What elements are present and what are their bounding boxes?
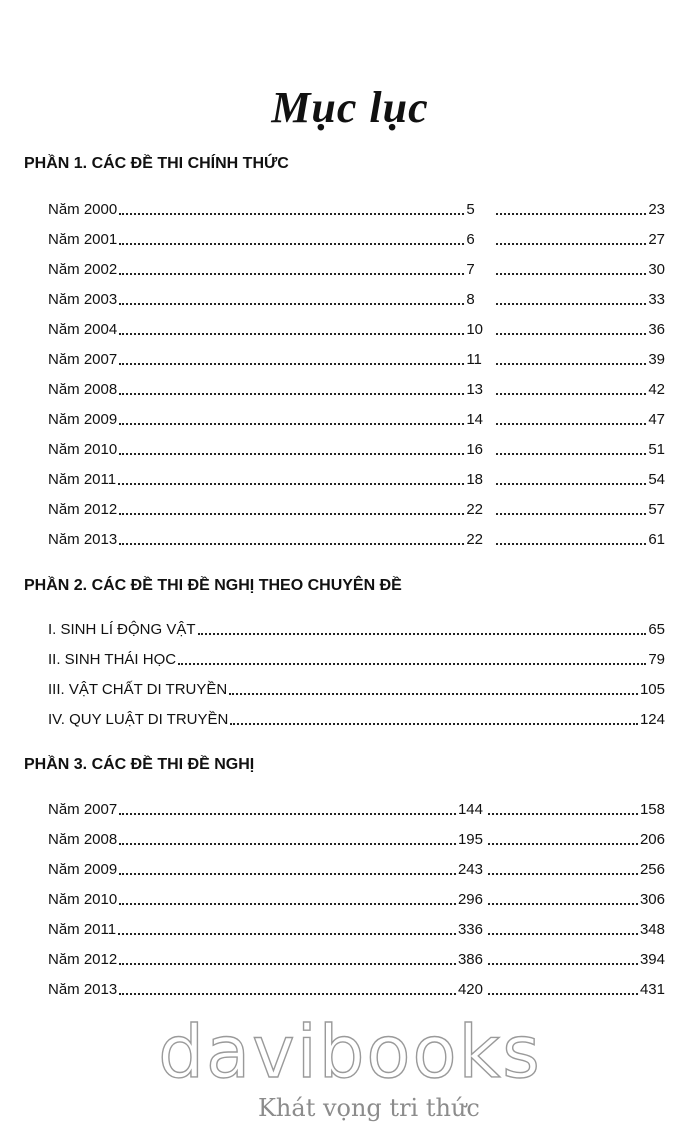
- leader-dots: [119, 513, 464, 515]
- leader-dots: [119, 843, 456, 845]
- toc-entry: Năm 2013 22 61: [48, 531, 665, 548]
- leader-dots: [488, 903, 638, 905]
- leader-dots: [496, 363, 646, 365]
- toc-entry: Năm 2012 22 57: [48, 501, 665, 518]
- page-title: Mục lục: [271, 83, 429, 132]
- toc-entry: Năm 2012 386 394: [48, 951, 665, 968]
- leader-dots: [118, 933, 456, 935]
- leader-dots: [119, 213, 464, 215]
- leader-dots: [488, 873, 638, 875]
- section-heading-3: PHẦN 3. CÁC ĐỀ THI ĐỀ NGHỊ: [24, 756, 255, 773]
- toc-entry: I. SINH LÍ ĐỘNG VẬT 65: [48, 621, 665, 638]
- leader-dots: [496, 303, 646, 305]
- leader-dots: [119, 423, 464, 425]
- toc-entry: Năm 2008 195 206: [48, 831, 665, 848]
- toc-entry: Năm 2007 144 158: [48, 801, 665, 818]
- section-heading-1: PHẦN 1. CÁC ĐỀ THI CHÍNH THỨC: [24, 155, 289, 172]
- leader-dots: [230, 723, 638, 725]
- leader-dots: [119, 453, 464, 455]
- toc-entry: Năm 2011 18 54: [48, 471, 665, 488]
- leader-dots: [488, 813, 638, 815]
- leader-dots: [119, 873, 456, 875]
- leader-dots: [496, 273, 646, 275]
- leader-dots: [496, 213, 646, 215]
- toc-entry: Năm 2009 243 256: [48, 861, 665, 878]
- leader-dots: [198, 633, 647, 635]
- toc-entry: Năm 2011 336 348: [48, 921, 665, 938]
- leader-dots: [496, 513, 646, 515]
- toc-entry: Năm 2007 11 39: [48, 351, 665, 368]
- toc-entry: Năm 2013 420 431: [48, 981, 665, 998]
- leader-dots: [118, 483, 464, 485]
- leader-dots: [496, 543, 646, 545]
- toc-entry: Năm 2002 7 30: [48, 261, 665, 278]
- leader-dots: [119, 903, 456, 905]
- leader-dots: [119, 813, 456, 815]
- leader-dots: [119, 363, 464, 365]
- leader-dots: [229, 693, 638, 695]
- toc-entry: Năm 2010 16 51: [48, 441, 665, 458]
- leader-dots: [119, 393, 464, 395]
- toc-entry: Năm 2009 14 47: [48, 411, 665, 428]
- leader-dots: [119, 333, 464, 335]
- leader-dots: [488, 933, 638, 935]
- leader-dots: [496, 483, 646, 485]
- toc-entry: Năm 2010 296 306: [48, 891, 665, 908]
- toc-entry: Năm 2004 10 36: [48, 321, 665, 338]
- leader-dots: [119, 993, 456, 995]
- leader-dots: [488, 963, 638, 965]
- section-heading-2: PHẦN 2. CÁC ĐỀ THI ĐỀ NGHỊ THEO CHUYÊN ĐỀ: [24, 577, 402, 594]
- leader-dots: [496, 243, 646, 245]
- toc-entry: Năm 2003 8 33: [48, 291, 665, 308]
- leader-dots: [119, 243, 464, 245]
- leader-dots: [119, 303, 464, 305]
- leader-dots: [119, 543, 464, 545]
- leader-dots: [488, 993, 638, 995]
- watermark-tagline: Khát vọng tri thức: [258, 1094, 480, 1122]
- toc-entry: Năm 2001 6 27: [48, 231, 665, 248]
- toc-entry: Năm 2008 13 42: [48, 381, 665, 398]
- leader-dots: [178, 663, 646, 665]
- toc-entry: Năm 2000 5 23: [48, 201, 665, 218]
- toc-entry: IV. QUY LUẬT DI TRUYỀN 124: [48, 711, 665, 728]
- leader-dots: [488, 843, 638, 845]
- leader-dots: [119, 273, 464, 275]
- leader-dots: [496, 423, 646, 425]
- leader-dots: [496, 333, 646, 335]
- watermark-brand: davibooks: [158, 1010, 542, 1094]
- leader-dots: [496, 453, 646, 455]
- toc-entry: II. SINH THÁI HỌC 79: [48, 651, 665, 668]
- toc-entry: III. VẬT CHẤT DI TRUYỀN 105: [48, 681, 665, 698]
- leader-dots: [496, 393, 646, 395]
- leader-dots: [119, 963, 456, 965]
